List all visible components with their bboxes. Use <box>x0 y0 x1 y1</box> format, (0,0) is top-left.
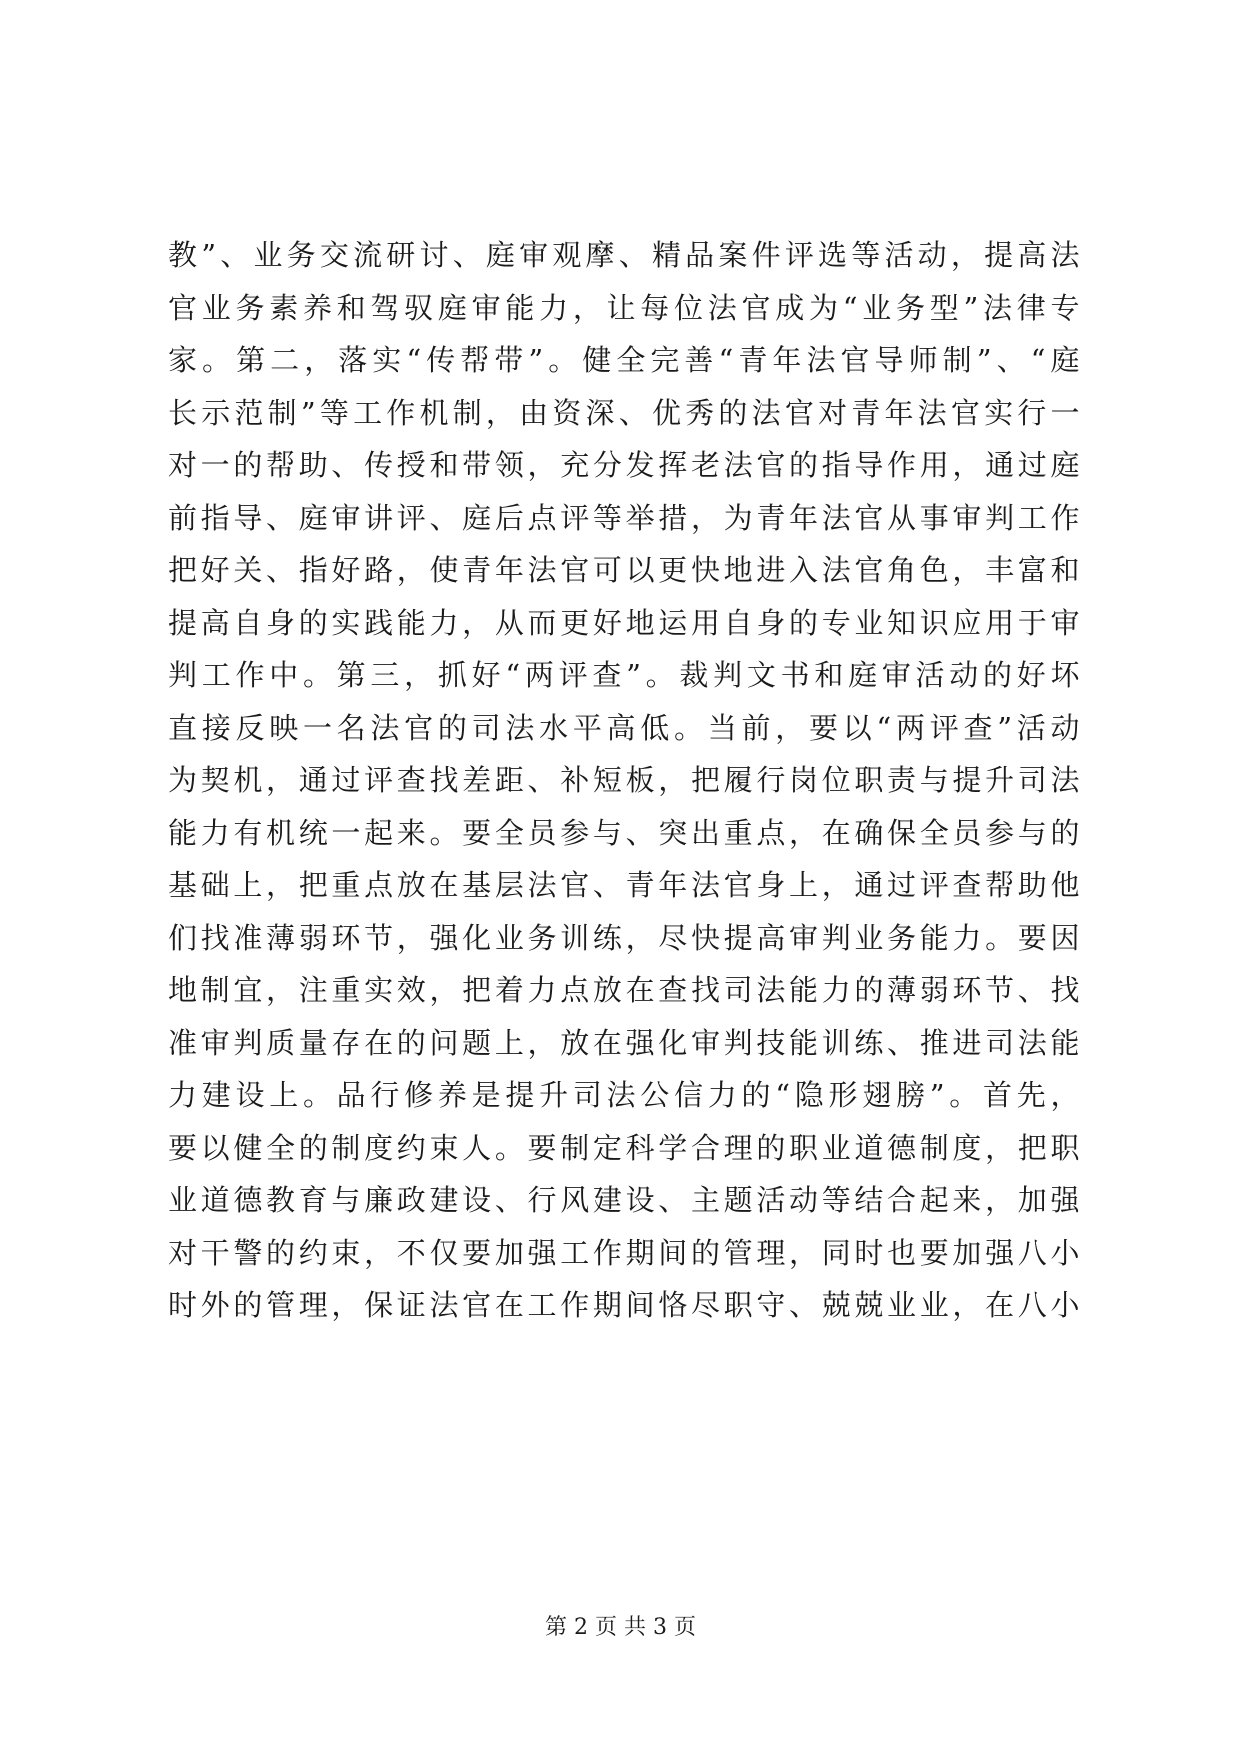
text-line: 前指导、庭审讲评、庭后点评等举措，为青年法官从事审判工作 <box>168 500 1080 535</box>
text-line: 要以健全的制度约束人。要制定科学合理的职业道德制度，把职 <box>168 1130 1080 1165</box>
text-line: 业道德教育与廉政建设、行风建设、主题活动等结合起来，加强 <box>168 1183 1080 1217</box>
text-line: 对干警的约束，不仅要加强工作期间的管理，同时也要加强八小 <box>168 1235 1080 1270</box>
text-line: 家。第二，落实“传帮带”。健全完善“青年法官导师制”、“庭 <box>168 343 1080 377</box>
text-line: 直接反映一名法官的司法水平高低。当前，要以“两评查”活动 <box>168 710 1080 745</box>
text-line: 能力有机统一起来。要全员参与、突出重点，在确保全员参与的 <box>168 815 1080 850</box>
text-line: 地制宜，注重实效，把着力点放在查找司法能力的薄弱环节、找 <box>168 973 1080 1007</box>
text-line: 力建设上。品行修养是提升司法公信力的“隐形翅膀”。首先， <box>168 1078 1080 1112</box>
text-line: 教”、业务交流研讨、庭审观摩、精品案件评选等活动，提高法 <box>168 238 1080 272</box>
text-line: 为契机，通过评查找差距、补短板，把履行岗位职责与提升司法 <box>168 763 1080 797</box>
page-number-label: 第 2 页 共 3 页 <box>545 1615 696 1640</box>
text-line: 判工作中。第三，抓好“两评查”。裁判文书和庭审活动的好坏 <box>168 658 1080 692</box>
text-line: 基础上，把重点放在基层法官、青年法官身上，通过评查帮助他 <box>168 868 1080 902</box>
text-line: 准审判质量存在的问题上，放在强化审判技能训练、推进司法能 <box>168 1025 1080 1060</box>
text-line: 提高自身的实践能力，从而更好地运用自身的专业知识应用于审 <box>168 605 1080 640</box>
text-line: 把好关、指好路，使青年法官可以更快地进入法官角色，丰富和 <box>168 553 1080 587</box>
text-line: 们找准薄弱环节，强化业务训练，尽快提高审判业务能力。要因 <box>168 920 1080 955</box>
text-line: 长示范制”等工作机制，由资深、优秀的法官对青年法官实行一 <box>168 395 1080 430</box>
text-line: 时外的管理，保证法官在工作期间恪尽职守、兢兢业业，在八小 <box>168 1288 1080 1322</box>
body-text <box>168 229 1080 1332</box>
text-line: 对一的帮助、传授和带领，充分发挥老法官的指导作用，通过庭 <box>168 448 1080 482</box>
page-footer <box>0 1613 1241 1643</box>
text-line: 官业务素养和驾驭庭审能力，让每位法官成为“业务型”法律专 <box>168 290 1080 325</box>
